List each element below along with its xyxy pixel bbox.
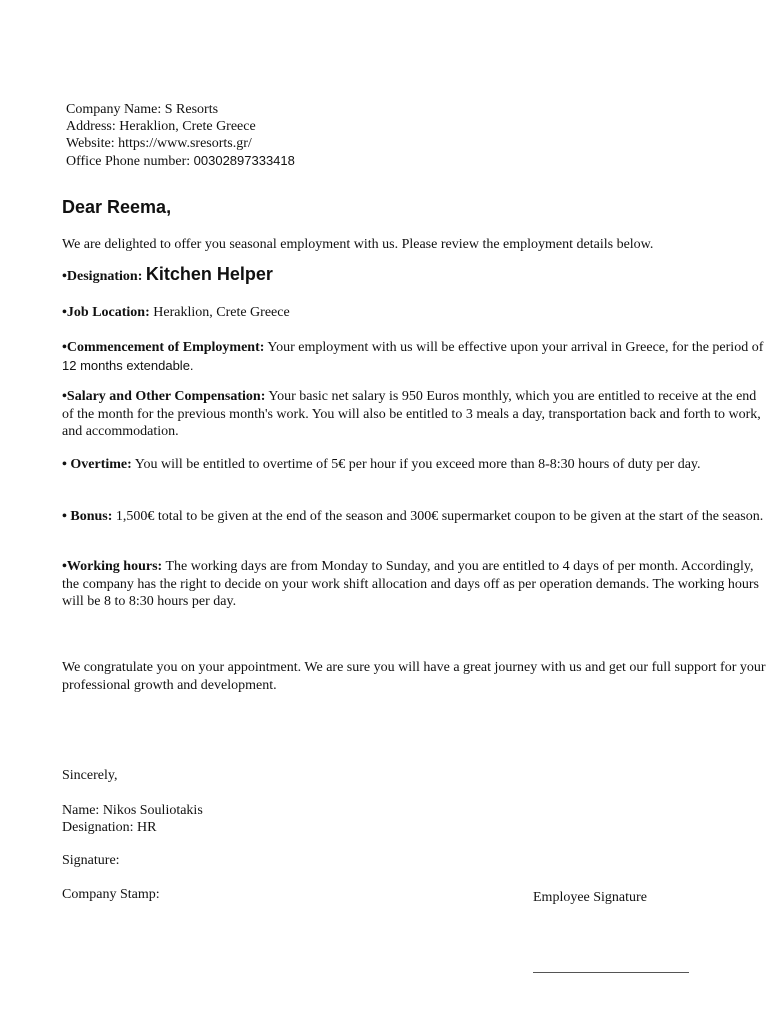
commencement-label: •Commencement of Employment: (62, 340, 265, 355)
designation-label: •Designation: (62, 269, 146, 284)
bonus-value: 1,500€ total to be given at the end of the season and 300€ supermarket coupon to be given at the start of the season. (112, 509, 764, 524)
company-website: Website: https://www.sresorts.gr/ (66, 136, 252, 151)
designation-value: Kitchen Helper (145, 264, 273, 284)
job-location-label: •Job Location: (62, 305, 150, 320)
designation-line (62, 266, 767, 286)
company-header (66, 101, 295, 170)
congrats-paragraph: We congratulate you on your appointment. We are sure you will have a great journey with us and get our full support for your professional growth and development. (62, 660, 766, 693)
commencement-paragraph (62, 339, 767, 375)
overtime-paragraph (62, 456, 767, 474)
intro-paragraph: We are delighted to offer you seasonal employment with us. Please review the employment details below. (62, 237, 654, 252)
signatory-name: Name: Nikos Souliotakis (62, 803, 203, 818)
office-phone (66, 152, 295, 170)
commencement-value: Your employment with us will be effective upon your arrival in Greece, for the period of (264, 340, 764, 355)
salary-paragraph (62, 388, 767, 441)
sincerely: Sincerely, (62, 768, 118, 783)
phone-label: Office Phone number: (66, 154, 194, 169)
salary-value: Your basic net salary is 950 Euros monthly, which you are entitled to receive at the end of the month for the previous month's work. You will also be entitled to 3 meals a day, transportation back and forth to work, and accommodation. (62, 389, 761, 439)
phone-value: 00302897333418 (193, 153, 295, 168)
overtime-label: • Overtime: (62, 457, 132, 472)
working-hours-label: •Working hours: (62, 559, 163, 574)
bonus-paragraph (62, 508, 767, 526)
company-stamp-label: Company Stamp: (62, 887, 160, 902)
company-address: Address: Heraklion, Crete Greece (66, 119, 256, 134)
bonus-label: • Bonus: (62, 509, 113, 524)
working-hours-paragraph (62, 558, 767, 611)
company-name: Company Name: S Resorts (66, 102, 219, 117)
job-location-value: Heraklion, Crete Greece (149, 305, 290, 320)
job-location-line (62, 304, 767, 322)
signatory-designation: Designation: HR (62, 820, 157, 835)
working-hours-value: The working days are from Monday to Sunday, and you are entitled to 4 days of per month. Accordingly, the company has the right to decide on your work shift allocation and days off as per operation demands. The working hours will be 8 to 8:30 hours per day. (62, 559, 759, 609)
salary-label: •Salary and Other Compensation: (62, 389, 266, 404)
overtime-value: You will be entitled to overtime of 5€ per hour if you exceed more than 8-8:30 hours of duty per day. (131, 457, 701, 472)
commencement-period: 12 months extendable. (62, 357, 194, 373)
greeting: Dear Reema, (62, 197, 172, 217)
signature-label: Signature: (62, 853, 120, 868)
employee-signature-line (533, 972, 689, 973)
employee-signature-label: Employee Signature (533, 890, 647, 905)
